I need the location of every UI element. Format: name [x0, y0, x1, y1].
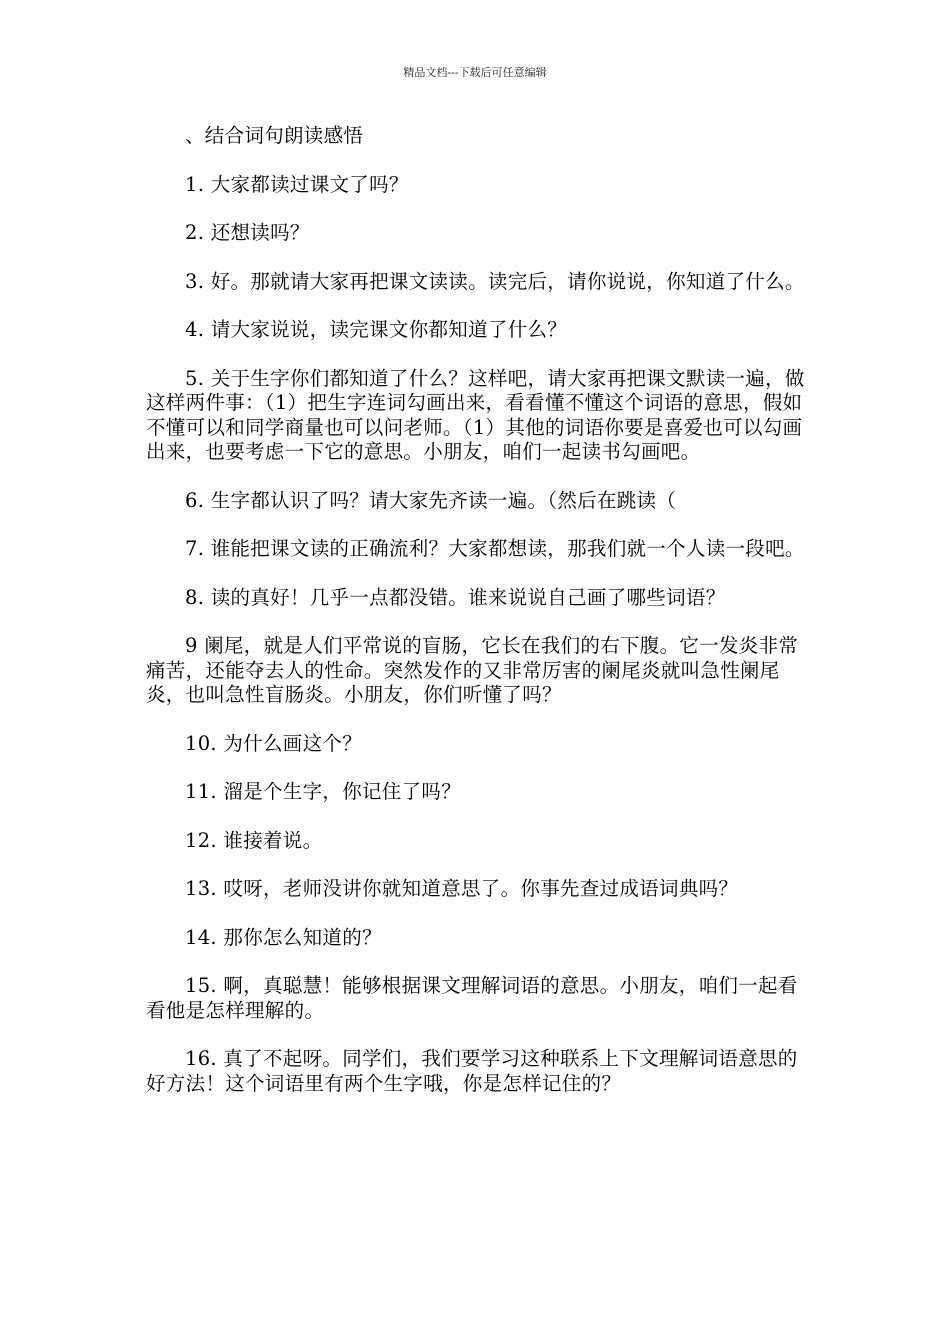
section-heading: 、结合词句朗读感悟 [185, 124, 364, 147]
paragraph-6: 6. 生字都认识了吗？请大家先齐读一遍。（然后在跳读（ [185, 488, 677, 512]
paragraph-1: 1. 大家都读过课文了吗？ [185, 172, 409, 196]
paragraph-10: 10. 为什么画这个？ [185, 731, 363, 755]
paragraph-5: 5. 关于生字你们都知道了什么？这样吧，请大家再把课文默读一遍，做这样两件事：（1）把生字连词勾画出来，看看懂不懂这个词语的意思，假如不懂可以和同学商量也可以问老师。（1）其他的词语你要是喜爱也可以勾画出来，也要考虑一下它的意思。小朋友，咱们一起读书勾画吧。 [146, 366, 805, 463]
paragraph-15: 15. 啊，真聪慧！能够根据课文理解词语的意思。小朋友，咱们一起看看他是怎样理解的。 [146, 974, 798, 1022]
paragraph-16: 16. 真了不起呀。同学们，我们要学习这种联系上下文理解词语意思的好方法！这个词语里有两个生字哦，你是怎样记住的？ [146, 1047, 798, 1095]
paragraph-4: 4. 请大家说说，读完课文你都知道了什么？ [185, 318, 568, 341]
paragraph-13: 13. 哎呀，老师没讲你就知道意思了。你事先查过成语词典吗？ [185, 877, 739, 900]
page-header: 精品文档---下载后可任意编辑 [403, 66, 547, 79]
paragraph-9: 9 阑尾，就是人们平常说的盲肠，它长在我们的右下腹。它一发炎非常痛苦，还能夺去人的性命。突然发作的又非常厉害的阑尾炎就叫急性阑尾炎，也叫急性盲肠炎。小朋友，你们听懂了吗？ [146, 634, 799, 706]
paragraph-12: 12. 谁接着说。 [185, 828, 323, 852]
paragraph-2: 2. 还想读吗？ [185, 221, 310, 244]
paragraph-3: 3. 好。那就请大家再把课文读读。读完后，请你说说，你知道了什么。 [185, 269, 805, 293]
paragraph-14: 14. 那你怎么知道的？ [185, 925, 382, 949]
paragraph-7: 7. 谁能把课文读的正确流利？大家都想读，那我们就一个人读一段吧。 [185, 537, 805, 560]
document-body [146, 124, 810, 1120]
paragraph-8: 8. 读的真好！几乎一点都没错。谁来说说自己画了哪些词语？ [185, 585, 726, 609]
paragraph-11: 11. 溜是个生字，你记住了吗？ [185, 780, 462, 803]
